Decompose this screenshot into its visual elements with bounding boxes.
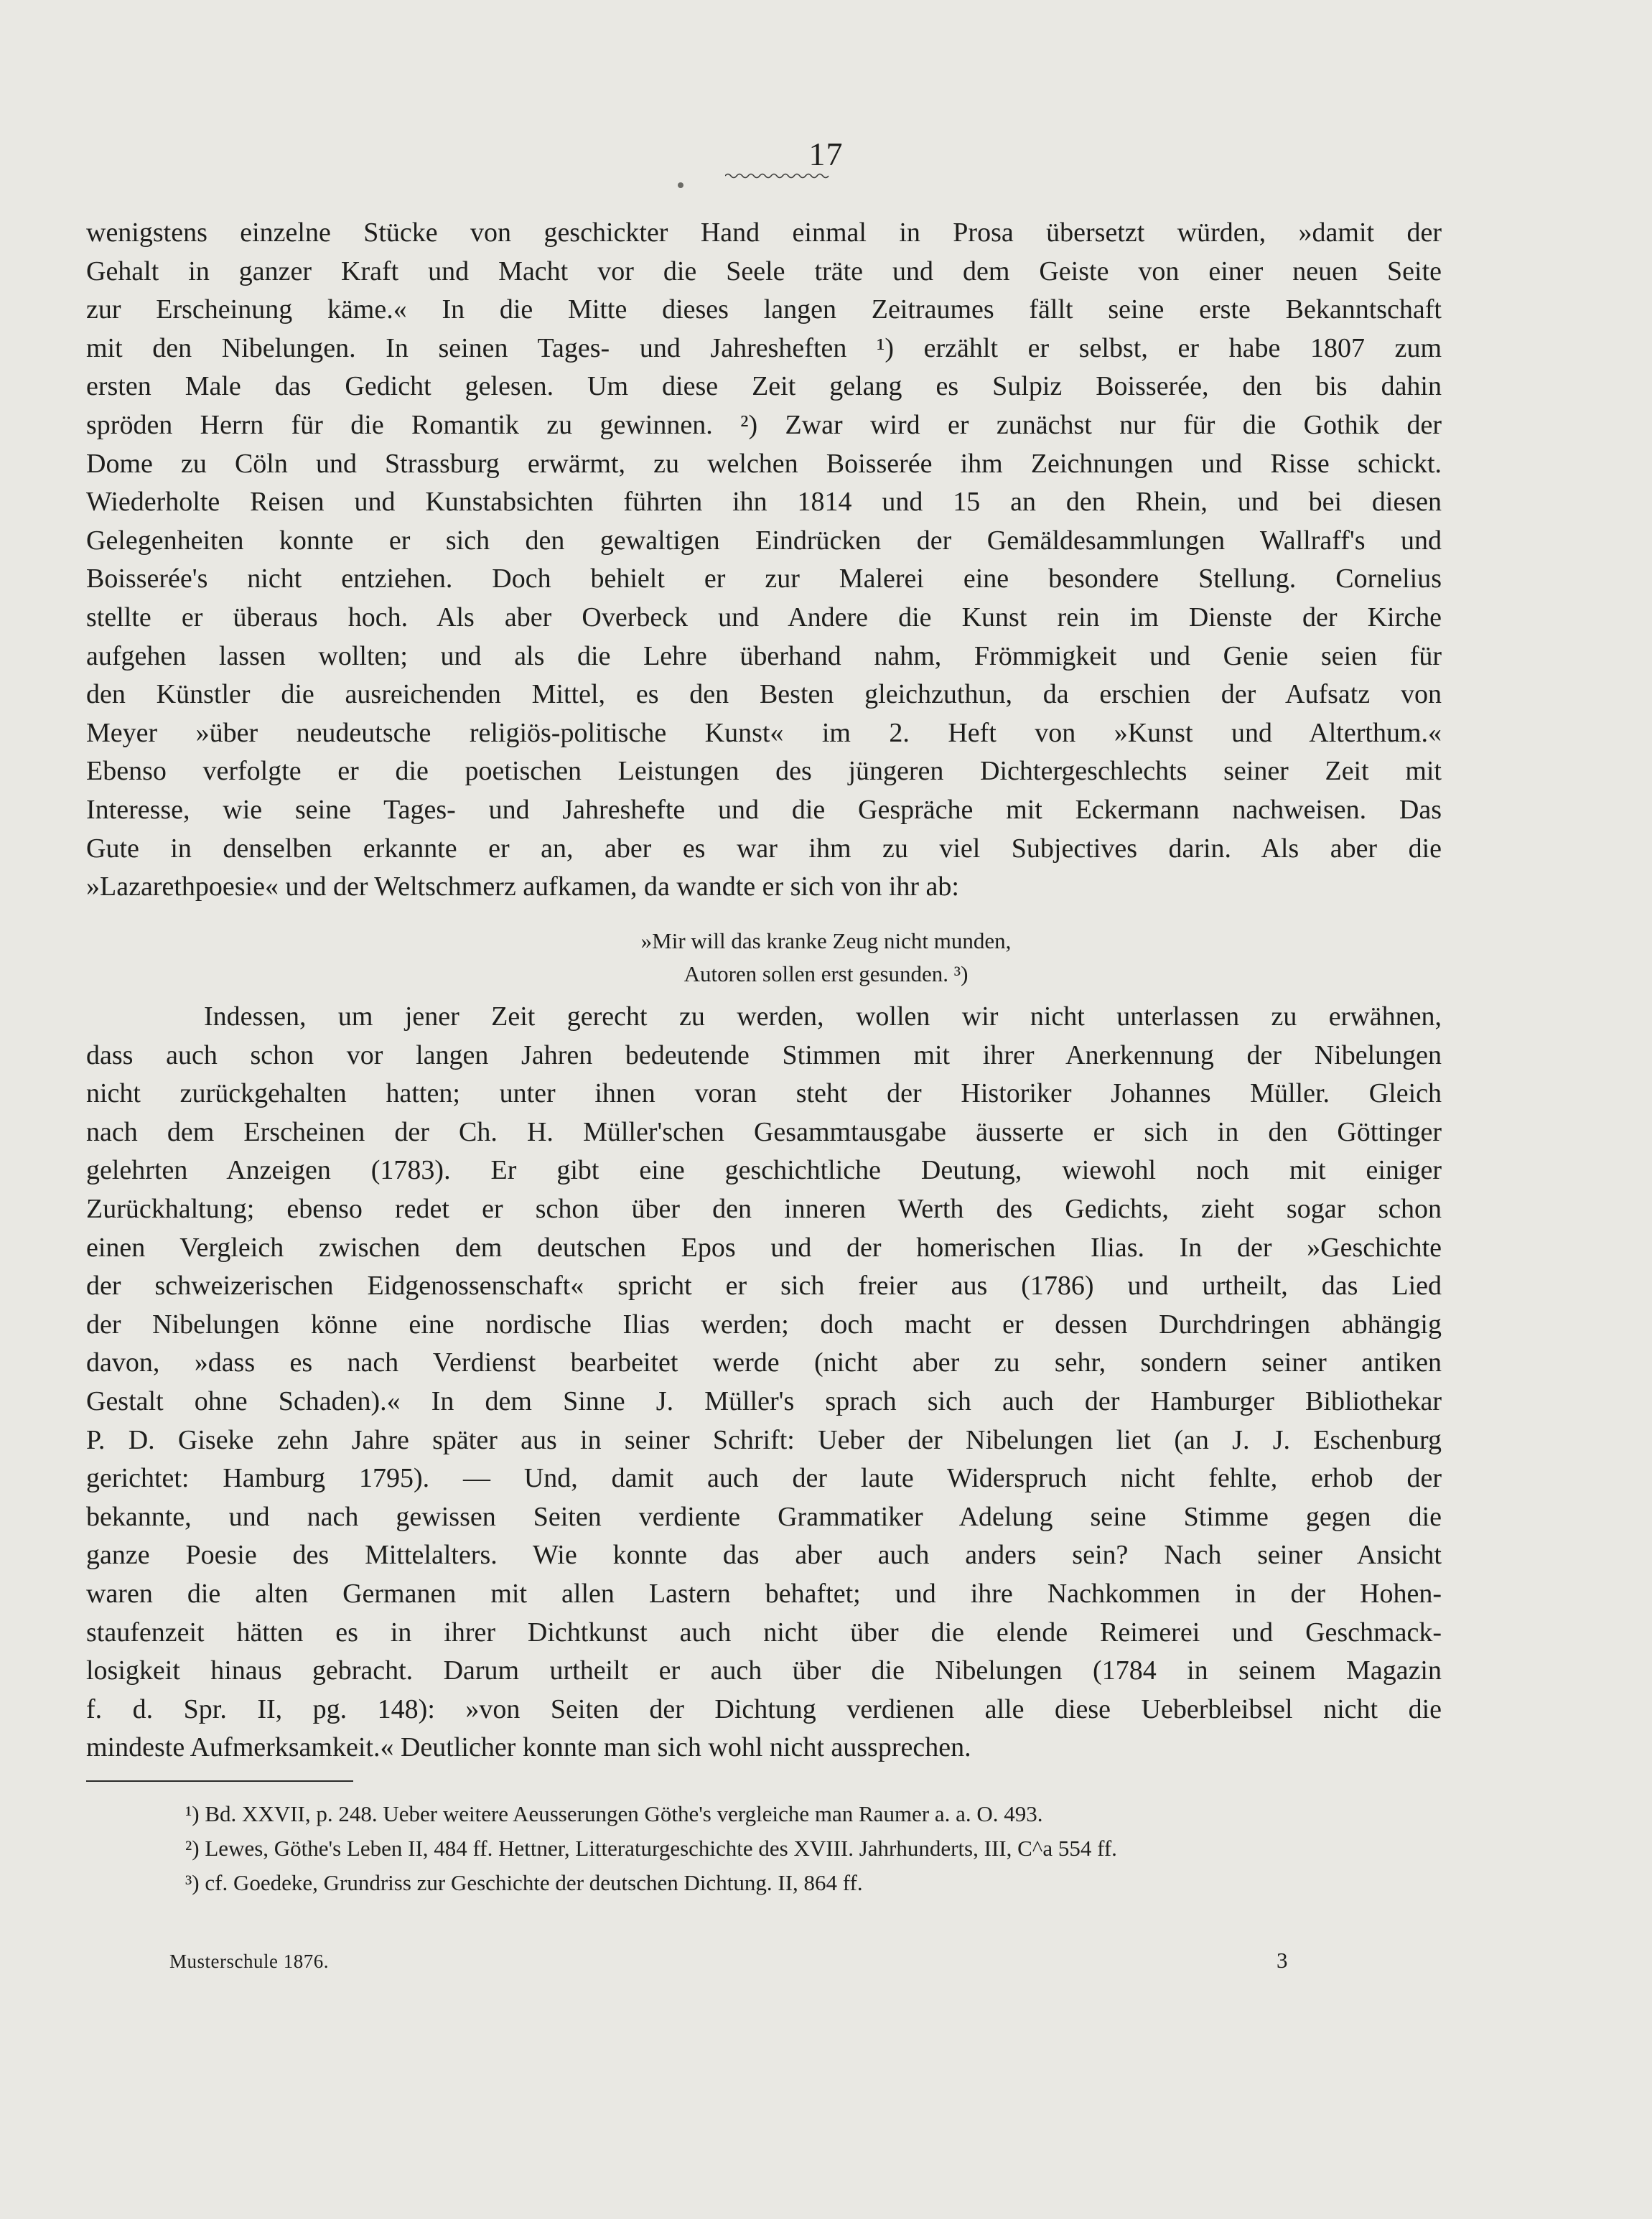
text-line: wenigstens einzelne Stücke von geschickter Hand einmal in Prosa übersetzt würden, »damit der [86, 218, 1442, 248]
text-line: gerichtet: Hamburg 1795). — Und, damit auch der laute Widerspruch nicht fehlte, erhob der [86, 1463, 1442, 1494]
text-line: waren die alten Germanen mit allen Lastern behaftet; und ihre Nachkommen in der Hohen- [86, 1578, 1442, 1609]
text-line: davon, »dass es nach Verdienst bearbeitet werde (nicht aber zu sehr, sondern seiner antiken [86, 1347, 1442, 1378]
text-line: Gestalt ohne Schaden).« In dem Sinne J. Müller's sprach sich auch der Hamburger Bibliothekar [86, 1386, 1442, 1416]
footnote-rule [86, 1780, 353, 1782]
text-line: »Lazarethpoesie« und der Weltschmerz aufkamen, da wandte er sich von ihr ab: [86, 872, 959, 902]
text-line: Indessen, um jener Zeit gerecht zu werden, wollen wir nicht unterlassen zu erwähnen, [204, 1001, 1442, 1032]
text-line: stellte er überaus hoch. Als aber Overbeck und Andere die Kunst rein im Dienste der Kirche [86, 602, 1442, 632]
text-line: Interesse, wie seine Tages- und Jahreshefte und die Gespräche mit Eckermann nachweisen. Das [86, 794, 1442, 825]
text-line: dass auch schon vor langen Jahren bedeutende Stimmen mit ihrer Anerkennung der Nibelungen [86, 1040, 1442, 1070]
text-line: Dome zu Cöln und Strassburg erwärmt, zu welchen Boisserée ihm Zeichnungen und Risse schickt. [86, 448, 1442, 479]
footnote: ²) Lewes, Göthe's Leben II, 484 ff. Hettner, Litteraturgeschichte des XVIII. Jahrhunderts, III, C^a 554 ff. [185, 1836, 1117, 1861]
text-line: aufgehen lassen wollten; und als die Lehre überhand nahm, Frömmigkeit und Genie seien für [86, 640, 1442, 671]
footnote: ³) cf. Goedeke, Grundriss zur Geschichte der deutschen Dichtung. II, 864 ff. [185, 1870, 863, 1895]
text-line: bekannte, und nach gewissen Seiten verdiente Grammatiker Adelung seine Stimme gegen die [86, 1501, 1442, 1532]
footnotes [185, 1797, 1446, 1900]
text-line: Gehalt in ganzer Kraft und Macht vor die Seele träte und dem Geiste von einer neuen Seite [86, 256, 1442, 286]
verse-quote [0, 925, 1652, 991]
quote-line: Autoren sollen erst gesunden. ³) [683, 961, 969, 986]
body-paragraph-1 [86, 214, 1442, 907]
quote-line: »Mir will das kranke Zeug nicht munden, [640, 928, 1012, 953]
text-line: gelehrten Anzeigen (1783). Er gibt eine geschichtliche Deutung, wiewohl noch mit einiger [86, 1155, 1442, 1186]
footer-sheet-number: 3 [1277, 1948, 1288, 1973]
text-line: Meyer »über neudeutsche religiös-politische Kunst« im 2. Heft von »Kunst und Alterthum.« [86, 717, 1442, 748]
text-line: einen Vergleich zwischen dem deutschen Epos und der homerischen Ilias. In der »Geschichte [86, 1232, 1442, 1263]
text-line: Wiederholte Reisen und Kunstabsichten führten ihn 1814 und 15 an den Rhein, und bei diesen [86, 487, 1442, 518]
footer-signature: Musterschule 1876. [169, 1951, 329, 1972]
body-paragraph-2 [86, 998, 1442, 1767]
text-line: Zurückhaltung; ebenso redet er schon über den inneren Werth des Gedichts, zieht sogar schon [86, 1193, 1442, 1224]
page-number: 17 [808, 136, 844, 172]
ink-speck [678, 182, 683, 188]
text-line: losigkeit hinaus gebracht. Darum urtheilt er auch über die Nibelungen (1784 in seinem Magazin [86, 1655, 1442, 1686]
text-line: Ebenso verfolgte er die poetischen Leistungen des jüngeren Dichtergeschlechts seiner Zeit mit [86, 756, 1442, 787]
text-line: ganze Poesie des Mittelalters. Wie konnte das aber auch anders sein? Nach seiner Ansicht [86, 1540, 1442, 1571]
page-number-ornament [725, 171, 830, 181]
text-line: Gelegenheiten konnte er sich den gewaltigen Eindrücken der Gemäldesammlungen Wallraff's und [86, 525, 1442, 556]
text-line: mindeste Aufmerksamkeit.« Deutlicher konnte man sich wohl nicht aussprechen. [86, 1732, 971, 1763]
footnote: ¹) Bd. XXVII, p. 248. Ueber weitere Aeusserungen Göthe's vergleiche man Raumer a. a. O. 493. [185, 1801, 1043, 1826]
text-line: zur Erscheinung käme.« In die Mitte dieses langen Zeitraumes fällt seine erste Bekanntschaft [86, 294, 1442, 325]
text-line: Gute in denselben erkannte er an, aber es war ihm zu viel Subjectives darin. Als aber die [86, 833, 1442, 864]
text-line: ersten Male das Gedicht gelesen. Um diese Zeit gelang es Sulpiz Boisserée, den bis dahin [86, 371, 1442, 402]
text-line: Boisserée's nicht entziehen. Doch behielt er zur Malerei eine besondere Stellung. Cornelius [86, 564, 1442, 594]
text-line: den Künstler die ausreichenden Mittel, es den Besten gleichzuthun, da erschien der Aufsatz von [86, 679, 1442, 710]
text-line: nicht zurückgehalten hatten; unter ihnen voran steht der Historiker Johannes Müller. Gleich [86, 1078, 1442, 1109]
text-line: nach dem Erscheinen der Ch. H. Müller'schen Gesammtausgabe äusserte er sich in den Göttinger [86, 1116, 1442, 1147]
text-line: mit den Nibelungen. In seinen Tages- und Jahresheften ¹) erzählt er selbst, er habe 1807 zum [86, 332, 1442, 363]
text-line: f. d. Spr. II, pg. 148): »von Seiten der Dichtung verdienen alle diese Ueberbleibsel nicht die [86, 1694, 1442, 1724]
text-line: der Nibelungen könne eine nordische Ilias werden; doch macht er dessen Durchdringen abhängig [86, 1309, 1442, 1340]
text-line: P. D. Giseke zehn Jahre später aus in seiner Schrift: Ueber der Nibelungen liet (an J. J. Eschenburg [86, 1424, 1442, 1455]
text-line: staufenzeit hätten es in ihrer Dichtkunst auch nicht über die elende Reimerei und Geschmack- [86, 1617, 1442, 1648]
text-line: der schweizerischen Eidgenossenschaft« spricht er sich freier aus (1786) und urtheilt, das Lied [86, 1271, 1442, 1302]
text-line: spröden Herrn für die Romantik zu gewinnen. ²) Zwar wird er zunächst nur für die Gothik der [86, 409, 1442, 440]
